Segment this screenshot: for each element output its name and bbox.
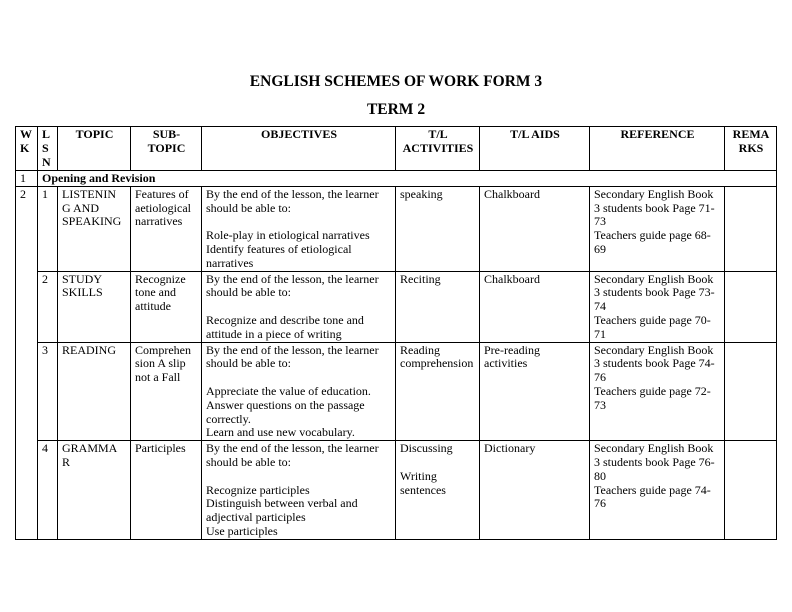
remarks-cell xyxy=(725,441,777,540)
objectives-cell: By the end of the lesson, the learner should be able to: Recognize participles Distinguish between verbal and adjectival participles Use participles xyxy=(202,441,396,540)
subtopic-cell: Recognize tone and attitude xyxy=(131,271,202,342)
reference-cell: Secondary English Book 3 students book Page 71- 73 Teachers guide page 68- 69 xyxy=(590,186,725,271)
subtopic-cell: Features of aetiological narratives xyxy=(131,186,202,271)
table-row xyxy=(16,441,777,540)
aids-cell: Pre-reading activities xyxy=(480,342,590,441)
reference-cell: Secondary English Book 3 students book Page 74- 76 Teachers guide page 72- 73 xyxy=(590,342,725,441)
lsn-cell: 3 xyxy=(38,342,58,441)
reference-cell: Secondary English Book 3 students book Page 76- 80 Teachers guide page 74- 76 xyxy=(590,441,725,540)
aids-cell: Dictionary xyxy=(480,441,590,540)
remarks-cell xyxy=(725,271,777,342)
lsn-cell: 1 xyxy=(38,186,58,271)
lsn-cell: 2 xyxy=(38,271,58,342)
opening-week: 1 xyxy=(16,171,38,187)
objectives-cell: By the end of the lesson, the learner should be able to: Recognize and describe tone and attitude in a piece of writing xyxy=(202,271,396,342)
topic-cell: STUDY SKILLS xyxy=(58,271,131,342)
table-row xyxy=(16,271,777,342)
header-topic: TOPIC xyxy=(58,127,131,171)
aids-cell: Chalkboard xyxy=(480,186,590,271)
topic-cell: LISTENIN G AND SPEAKING xyxy=(58,186,131,271)
activities-cell: speaking xyxy=(396,186,480,271)
lsn-cell: 4 xyxy=(38,441,58,540)
activities-cell: Discussing Writing sentences xyxy=(396,441,480,540)
subtopic-cell: Comprehen sion A slip not a Fall xyxy=(131,342,202,441)
remarks-cell xyxy=(725,342,777,441)
topic-cell: READING xyxy=(58,342,131,441)
document-title: ENGLISH SCHEMES OF WORK FORM 3 xyxy=(249,73,543,90)
header-lsn: L S N xyxy=(38,127,58,171)
header-remarks: REMA RKS xyxy=(725,127,777,171)
table-row xyxy=(16,342,777,441)
header-activities: T/L ACTIVITIES xyxy=(396,127,480,171)
activities-cell: Reciting xyxy=(396,271,480,342)
header-wk: W K xyxy=(16,127,38,171)
topic-cell: GRAMMA R xyxy=(58,441,131,540)
opening-label: Opening and Revision xyxy=(38,171,777,187)
header-aids: T/L AIDS xyxy=(480,127,590,171)
document-subtitle: TERM 2 xyxy=(366,101,426,118)
header-reference: REFERENCE xyxy=(590,127,725,171)
reference-cell: Secondary English Book 3 students book Page 73- 74 Teachers guide page 70- 71 xyxy=(590,271,725,342)
remarks-cell xyxy=(725,186,777,271)
schemes-table xyxy=(15,126,777,540)
header-objectives: OBJECTIVES xyxy=(202,127,396,171)
objectives-cell: By the end of the lesson, the learner should be able to: Role-play in etiological narratives Identify features of etiological narratives xyxy=(202,186,396,271)
header-row xyxy=(16,127,777,171)
objectives-cell: By the end of the lesson, the learner should be able to: Appreciate the value of education. Answer questions on the passage correctly. Learn and use new vocabulary. xyxy=(202,342,396,441)
activities-cell: Reading comprehension xyxy=(396,342,480,441)
aids-cell: Chalkboard xyxy=(480,271,590,342)
opening-row xyxy=(16,171,777,187)
subtopic-cell: Participles xyxy=(131,441,202,540)
header-subtopic: SUB- TOPIC xyxy=(131,127,202,171)
table-row xyxy=(16,186,777,271)
week-cell: 2 xyxy=(16,186,38,539)
